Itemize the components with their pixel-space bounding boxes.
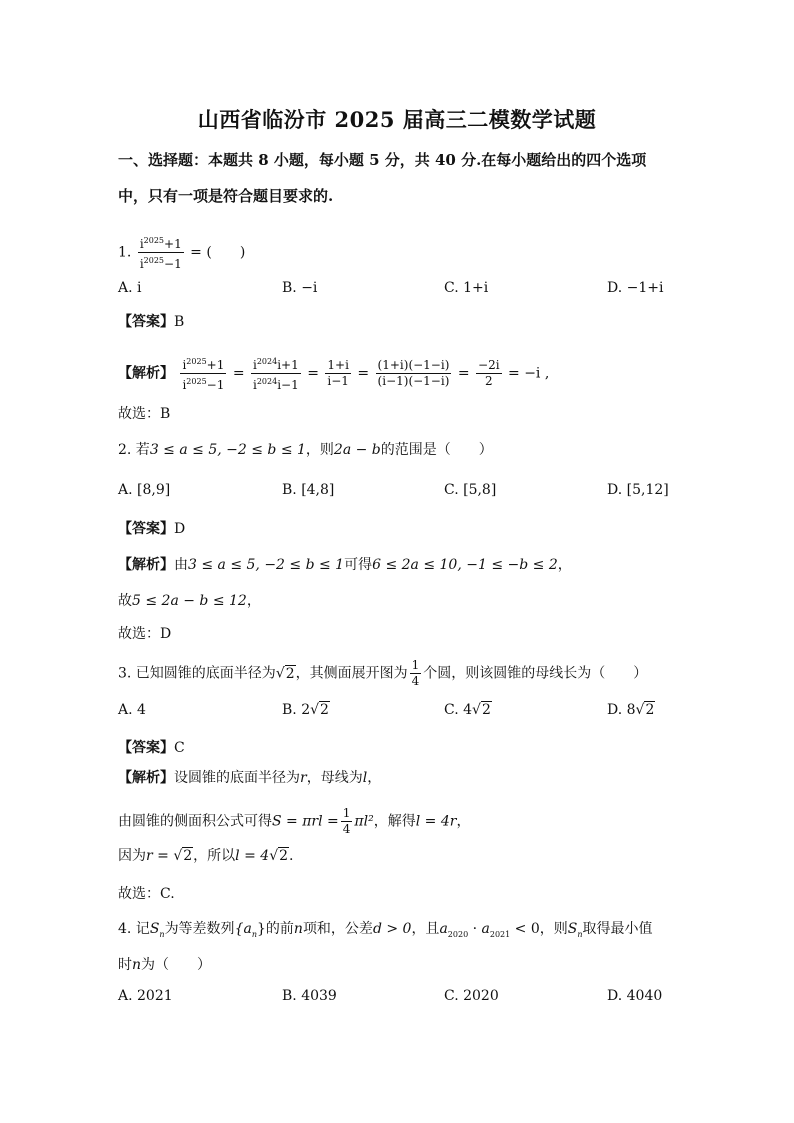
q1-option-a: A. i bbox=[118, 280, 142, 296]
section-heading-line1: 一、选择题：本题共 8 小题，每小题 5 分，共 40 分.在每小题给出的四个选项 bbox=[118, 151, 647, 169]
q1-option-b: B. −i bbox=[282, 280, 318, 296]
q1-stem: 1. $\frac{i^{2025}+1}{i^{2025}-1}$ = ( ) bbox=[118, 233, 245, 272]
q3-option-a: A. 4 bbox=[118, 702, 146, 718]
q3-option-c: C. 4√2 bbox=[444, 702, 491, 718]
q3-option-d: D. 8√2 bbox=[607, 702, 655, 718]
q3-analysis: 【解析】设圆锥的底面半径为r，母线为l， bbox=[118, 770, 382, 786]
q1-option-d: D. −1+i bbox=[607, 280, 664, 296]
q4-option-c: C. 2020 bbox=[444, 988, 499, 1004]
q3-answer: 【答案】C bbox=[118, 740, 185, 756]
q4-option-d: D. 4040 bbox=[607, 988, 663, 1004]
page-title: 山西省临汾市 2025 届高三二模数学试题 bbox=[197, 107, 597, 132]
q4-option-b: B. 4039 bbox=[282, 988, 337, 1004]
q2-analysis: 【解析】由3 ≤ a ≤ 5, −2 ≤ b ≤ 1可得6 ≤ 2a ≤ 10, −1 ≤ −b ≤ 2， bbox=[118, 557, 572, 573]
q2-analysis-line2: 故5 ≤ 2a − b ≤ 12， bbox=[118, 593, 261, 609]
q4-stem-line1: 4. 记$S_n$为等差数列$\{a_n\}$的前n项和，公差d > 0，且$a_{2020} \cdot a_{2021} < 0$，则$S_n$取得最小值 bbox=[118, 921, 653, 939]
q3-option-b: B. 2√2 bbox=[282, 702, 329, 718]
q1-answer: 【答案】B bbox=[118, 314, 185, 330]
q1-conclusion: 故选：B bbox=[118, 406, 171, 422]
q3-analysis-line2: 由圆锥的侧面积公式可得S = πrl = $\frac{1}{4}$ πl²，解得l = 4r， bbox=[118, 806, 471, 836]
q1-option-c: C. 1+i bbox=[444, 280, 489, 296]
q3-analysis-line3: 因为r = √2，所以l = 4√2. bbox=[118, 848, 294, 864]
section-heading-line2: 中，只有一项是符合题目要求的. bbox=[118, 187, 334, 205]
q2-option-b: B. [4,8] bbox=[282, 482, 335, 498]
q3-stem: 3. 已知圆锥的底面半径为√2，其侧面展开图为 $\frac{1}{4}$ 个圆，则该圆锥的母线长为（ ） bbox=[118, 658, 648, 688]
q2-option-c: C. [5,8] bbox=[444, 482, 497, 498]
q4-stem-line2: 时n为（ ） bbox=[118, 957, 212, 973]
q2-conclusion: 故选：D bbox=[118, 626, 172, 642]
q2-answer: 【答案】D bbox=[118, 521, 186, 537]
q1-stem-fraction: $\frac{i^{2025}+1}{i^{2025}-1}$ bbox=[138, 233, 184, 272]
q3-conclusion: 故选：C. bbox=[118, 886, 175, 902]
q1-analysis: 【解析】 $\frac{i^{2025}+1}{i^{2025}-1}$ = $\frac{i^{2024}i+1}{i^{2024}i-1}$ = $\frac{1+i}{i-1}$ = $\frac{(1+i)(-1-i)}{(i-1)(-1-i)}$ = $\frac{-2i}{2}$ = −i , bbox=[118, 354, 549, 393]
q2-stem: 2. 若3 ≤ a ≤ 5, −2 ≤ b ≤ 1，则2a − b的范围是（ ） bbox=[118, 442, 493, 458]
q4-option-a: A. 2021 bbox=[118, 988, 173, 1004]
q2-option-d: D. [5,12] bbox=[607, 482, 669, 498]
q2-option-a: A. [8,9] bbox=[118, 482, 171, 498]
